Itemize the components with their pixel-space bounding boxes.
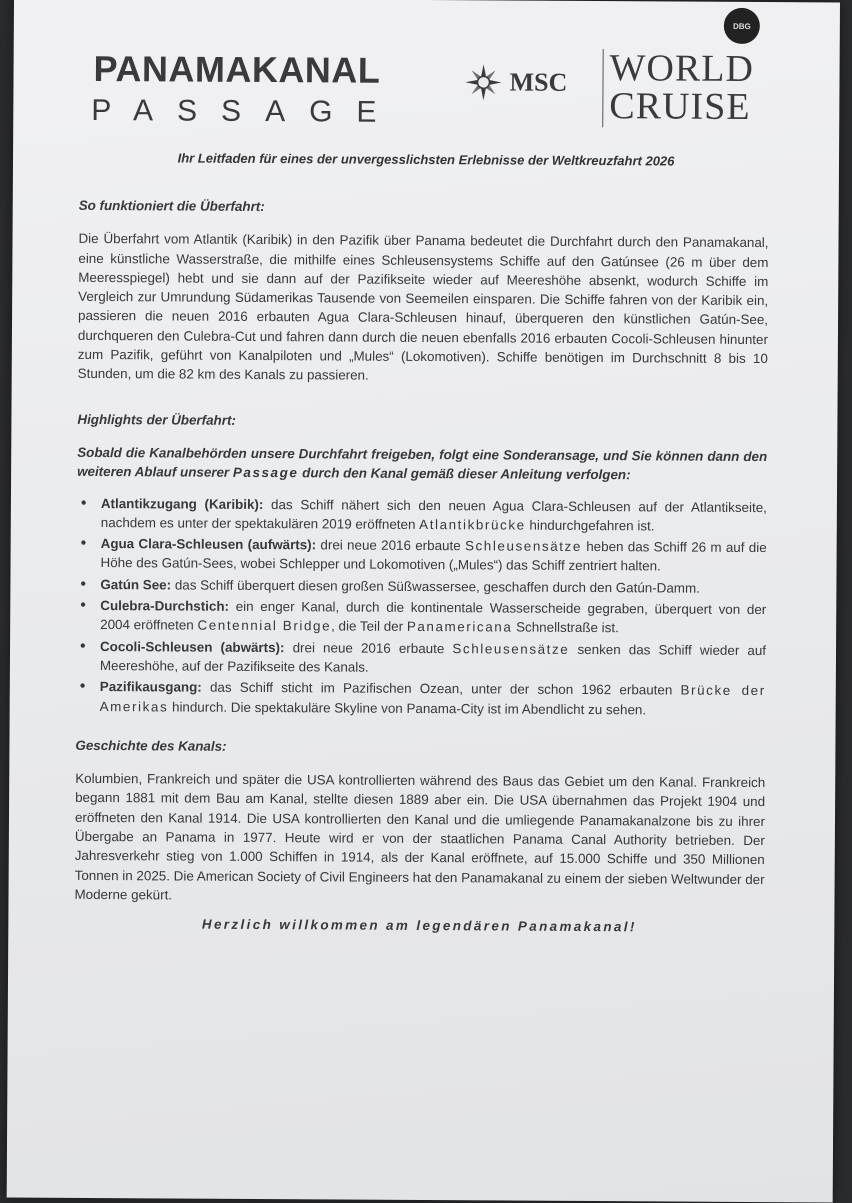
list-item-text: hindurch. Die spektakuläre Skyline von Panama-City ist im Abendlicht zu sehen. [171, 698, 647, 717]
msc-logo [463, 62, 567, 103]
list-item [77, 493, 767, 536]
paragraph-history: Kolumbien, Frankreich und später die USA kontrollierten während des Baus das Gebiet um den Kanal. Frankreich begann 1881 mit dem Bau am Kanal, stellte diesen 1889 aber ein. Die USA übernahmen das Projekt 1904 und eröffneten den Kanal 1914. Die USA kontrollierten den Kanal und die umliegende Panamakanalzone bis zu ihrer Übergabe an Panama in 1977. Heute wird er von der staatlichen Panama Canal Authority betrieben. Der Jahresverkehr stieg von 1.000 Schiffen in 1914, als der Kanal eröffnete, auf 15.000 Schiffe und 350 Millionen Tonnen in 2025. Die American Society of Civil Engineers hat den Panamakanal zu einem der sieben Weltwunder der Moderne gekürt. [74, 770, 766, 903]
list-item-spaced: Panamericana [406, 619, 513, 635]
highlights-intro-part1: Sobald die Kanalbehörden unsere Durchfahrt freigeben, folgt eine Sonderansage, und Sie können dann den weiteren Ablauf unserer [77, 444, 768, 481]
logo-divider [602, 49, 603, 127]
highlights-intro [77, 443, 767, 486]
highlights-list [76, 493, 767, 719]
list-item-spaced: Brücke der Amerikas [99, 682, 766, 714]
list-item-label: Culebra-Durchstich: [100, 598, 230, 614]
section-heading-history: Geschichte des Kanals: [75, 737, 227, 754]
world-cruise-line1: WORLD [609, 47, 755, 90]
list-item-text: ein enger Kanal, durch die kontinentale Wasserscheide gegraben, überquert von der 2004 eröffneten [100, 598, 767, 633]
list-item-label: Agua Clara-Schleusen (aufwärts): [100, 536, 317, 553]
list-item-spaced: Schleusensätze [452, 640, 570, 657]
msc-logo-text: MSC [509, 67, 568, 97]
list-item-text: Schnellstraße ist. [516, 619, 619, 636]
list-item-label: Pazifikausgang: [99, 679, 202, 695]
list-item [76, 596, 766, 639]
list-item-text: senken das Schiff wieder auf Meereshöhe, auf der Pazifikseite des Kanals. [99, 641, 767, 675]
closing-line: Herzlich willkommen am legendären Panamakanal! [201, 916, 637, 935]
page-badge: DBG [724, 8, 760, 44]
list-item-text: heben das Schiff 26 m auf die Höhe des Gatún-Sees, wobei Schlepper und Lokomotiven („Mules“) das Schiff zentriert halten. [100, 539, 767, 574]
list-item-label: Cocoli-Schleusen (abwärts): [100, 638, 285, 655]
list-item-text: hindurchgefahren ist. [529, 517, 655, 534]
document-sheet [7, 0, 840, 1203]
section-heading-how-it-works: So funktioniert die Überfahrt: [78, 197, 265, 215]
list-item-text: drei neue 2016 erbaute [320, 537, 461, 554]
list-item-label: Gatún See: [100, 576, 172, 593]
list-item-spaced: Atlantikbrücke [419, 516, 526, 533]
highlights-intro-spaced: Passage [232, 465, 299, 481]
list-item-text: das Schiff nähert sich den neuen Agua Clara-Schleusen auf der Atlantikseite, nachdem es unter der spektakulären 2019 eröffneten [100, 496, 767, 532]
list-item-spaced: Schleusensätze [464, 538, 582, 555]
highlights-intro-part2: durch den Kanal gemäß dieser Anleitung verfolgen: [302, 465, 631, 483]
list-item-text: , die Teil der [331, 618, 404, 635]
section-heading-highlights: Highlights der Überfahrt: [77, 411, 236, 428]
list-item-text: drei neue 2016 erbaute [292, 639, 445, 656]
title-sub: PASSAGE [91, 93, 401, 129]
list-item [76, 575, 766, 599]
world-cruise-logo [609, 49, 754, 126]
list-item-text: das Schiff sticht im Pazifischen Ozean, unter der schon 1962 erbauten [209, 679, 673, 698]
list-item-label: Atlantikzugang (Karibik): [100, 495, 264, 512]
compass-rose-icon [463, 62, 503, 102]
world-cruise-line2: CRUISE [609, 85, 751, 128]
list-item [76, 677, 766, 720]
list-item-spaced: Centennial Bridge [197, 617, 332, 634]
list-item [76, 534, 766, 577]
tagline: Ihr Leitfaden für eines der unvergesslichsten Erlebnisse der Weltkreuzfahrt 2026 [177, 150, 675, 169]
document-body [74, 196, 768, 938]
paragraph-how-it-works: Die Überfahrt vom Atlantik (Karibik) in den Pazifik über Panama bedeutet die Durchfahrt durch den Panamakanal, eine künstliche Wasserstraße, die mithilfe eines Schleusensystems Schiffe auf den Gatúnsee (26 m über dem Meeresspiegel) hebt und sie dann auf der Pazifikseite wieder auf Meereshöhe absenkt, wodurch Schiffe im Vergleich zur Umrundung Südamerikas Tausende von Seemeilen einsparen. Die Schiffe fahren von der Karibik ein, passieren die neuen 2016 erbauten Agua Clara-Schleusen hinauf, überqueren den künstlichen Gatún-See, durchqueren den Culebra-Cut und fahren dann durch die neuen ebenfalls 2016 erbauten Cocoli-Schleusen hinunter zum Pazifik, geführt von Kanalpiloten und „Mules“ (Lokomotiven). Schiffe benötigen im Durchschnitt 8 bis 10 Stunden, um die 82 km des Kanals zu passieren. [77, 231, 769, 384]
title-main: PANAMAKANAL [93, 47, 381, 91]
list-item-text: das Schiff überquert diesen großen Süßwassersee, geschaffen durch den Gatún-Damm. [174, 577, 700, 596]
list-item [76, 637, 766, 680]
